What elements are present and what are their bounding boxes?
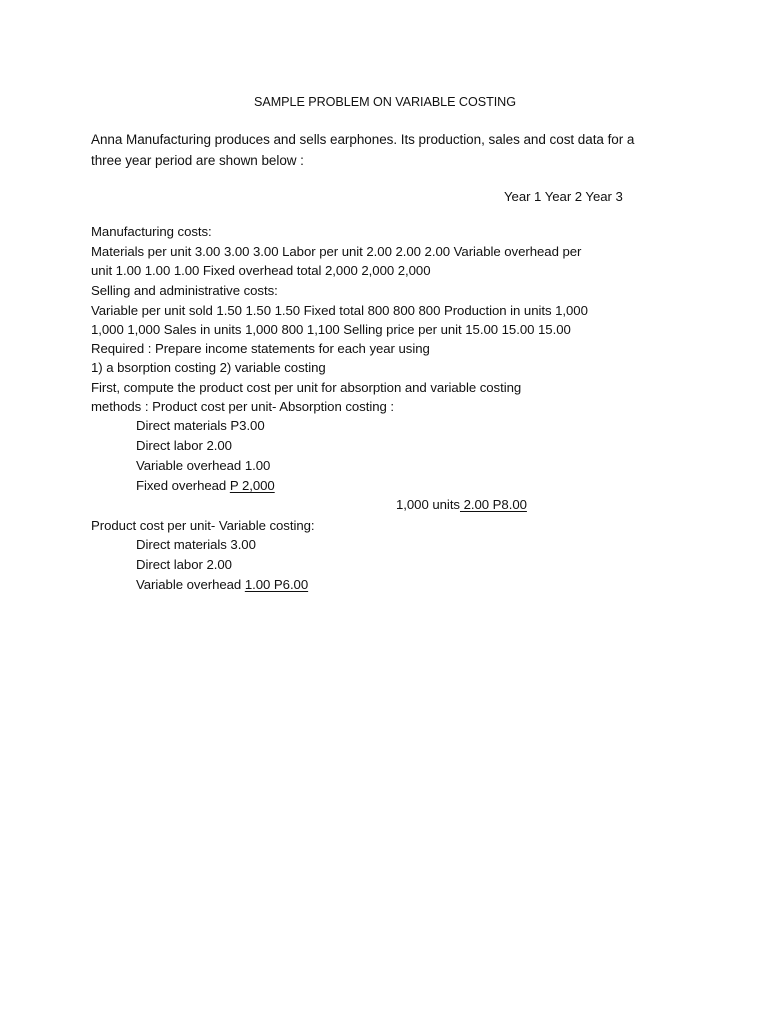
required-line: 1) a bsorption costing 2) variable costing — [91, 360, 326, 375]
variable-heading: Product cost per unit- Variable costing: — [91, 518, 315, 533]
absorption-direct-labor: Direct labor 2.00 — [136, 438, 232, 453]
page-title: SAMPLE PROBLEM ON VARIABLE COSTING — [254, 95, 516, 109]
variable-direct-labor: Direct labor 2.00 — [136, 557, 232, 572]
manufacturing-line: unit 1.00 1.00 1.00 Fixed overhead total 2,000 2,000 2,000 — [91, 263, 431, 278]
fixed-overhead-label: Fixed overhead — [136, 478, 230, 493]
selling-heading: Selling and administrative costs: — [91, 283, 278, 298]
absorption-variable-overhead: Variable overhead 1.00 — [136, 458, 271, 473]
absorption-unit-cost — [396, 495, 527, 514]
fixed-overhead-value: P 2,000 — [229, 478, 275, 493]
absorption-direct-materials: Direct materials P3.00 — [136, 418, 265, 433]
intro-line-1: Anna Manufacturing produces and sells earphones. Its production, sales and cost data for a — [91, 132, 635, 147]
variable-overhead-row — [136, 575, 308, 594]
manufacturing-line: Materials per unit 3.00 3.00 3.00 Labor per unit 2.00 2.00 2.00 Variable overhead per — [91, 244, 582, 259]
selling-line: Variable per unit sold 1.50 1.50 1.50 Fixed total 800 800 800 Production in units 1,000 — [91, 303, 588, 318]
selling-line: 1,000 1,000 Sales in units 1,000 800 1,100 Selling price per unit 15.00 15.00 15.00 — [91, 322, 571, 337]
required-line: Required : Prepare income statements for each year using — [91, 341, 430, 356]
absorption-heading: methods : Product cost per unit- Absorption costing : — [91, 399, 395, 414]
absorption-fixed-overhead — [136, 476, 275, 495]
intro-line-2: three year period are shown below : — [91, 153, 304, 168]
manufacturing-heading: Manufacturing costs: — [91, 224, 212, 239]
year-header: Year 1 Year 2 Year 3 — [504, 189, 623, 204]
units-label: 1,000 units — [396, 497, 460, 512]
required-line: First, compute the product cost per unit for absorption and variable costing — [91, 380, 522, 395]
variable-overhead-label: Variable overhead — [136, 577, 245, 592]
variable-direct-materials: Direct materials 3.00 — [136, 537, 256, 552]
variable-overhead-value: 1.00 P6.00 — [244, 577, 309, 592]
absorption-total: 2.00 P8.00 — [459, 497, 527, 512]
